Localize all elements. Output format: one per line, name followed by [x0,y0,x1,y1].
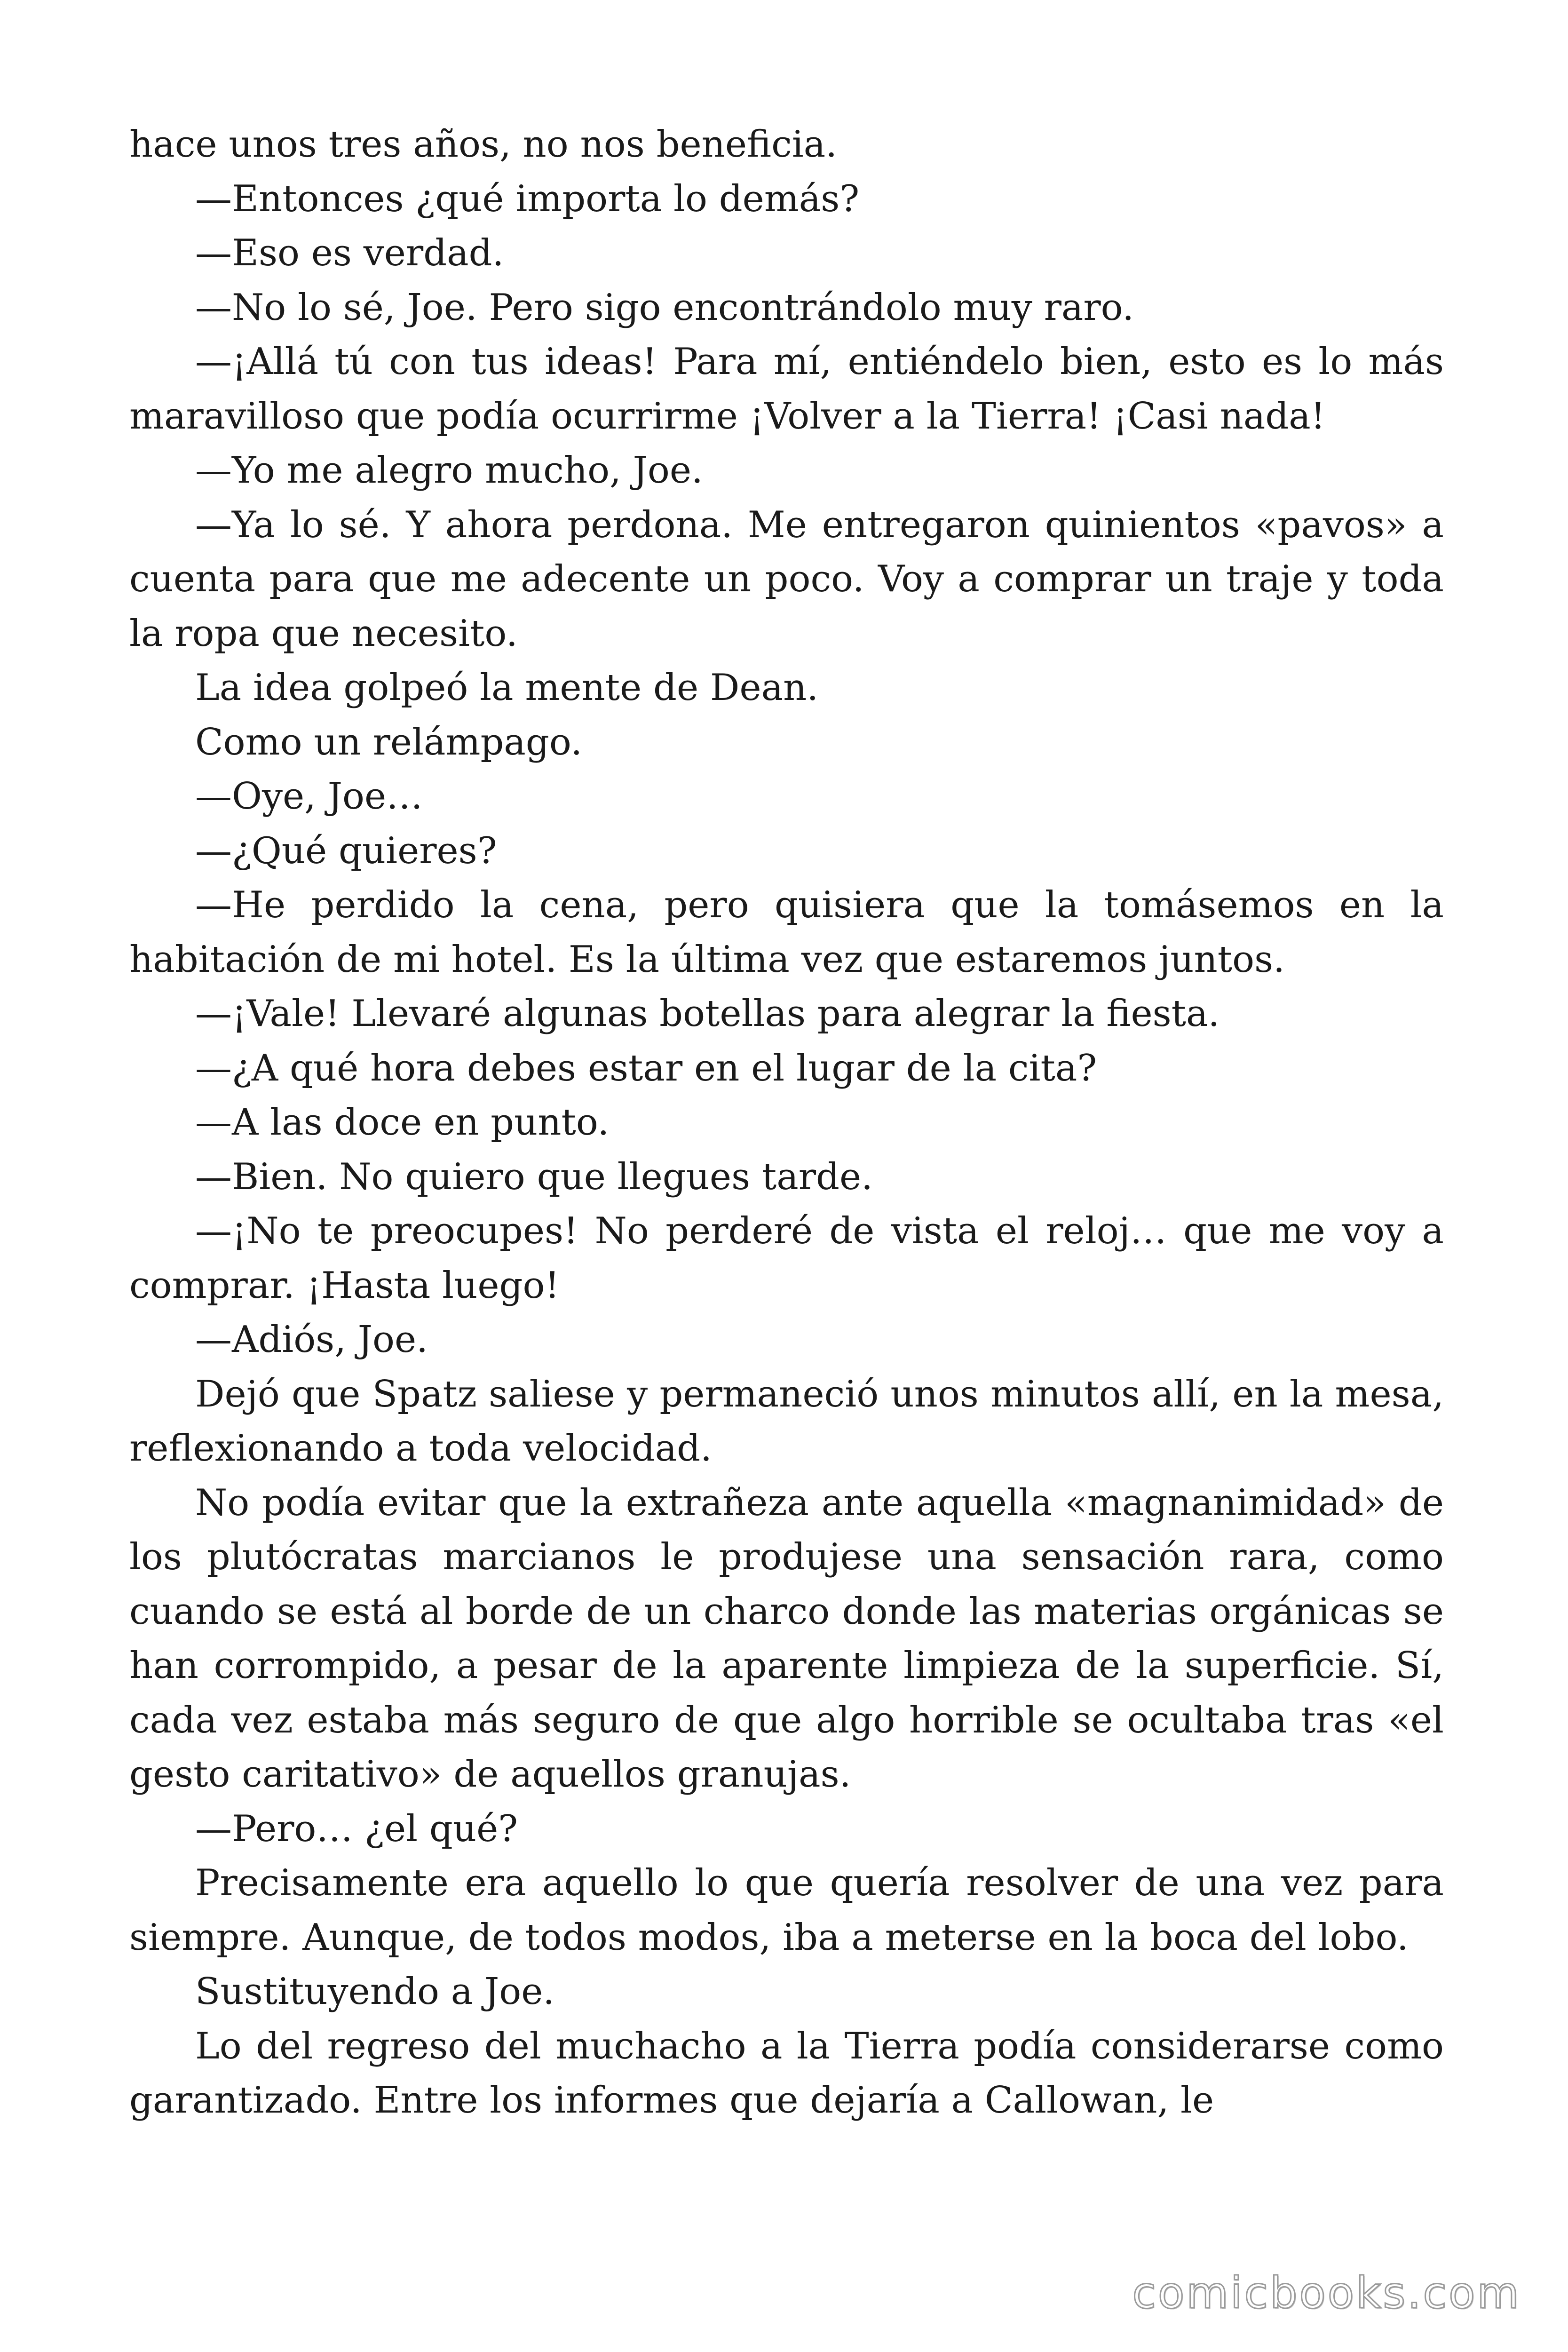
paragraph: —A las doce en punto. [195,1101,610,1144]
paragraph: —Oye, Joe… [195,775,423,818]
paragraph: —¡Vale! Llevaré algunas botellas para alegrar la fiesta. [195,993,1220,1035]
paragraph: Dejó que Spatz saliese y permaneció unos minutos allí, en la mesa, reflexionando a toda velocidad. [129,1373,1444,1470]
paragraph: —¡No te preocupes! No perderé de vista el reloj… que me voy a comprar. ¡Hasta luego! [129,1210,1444,1307]
paragraph: —Pero… ¿el qué? [195,1807,518,1850]
paragraph: La idea golpeó la mente de Dean. [195,667,819,709]
paragraph: —No lo sé, Joe. Pero sigo encontrándolo muy raro. [195,286,1134,329]
paragraph: Lo del regreso del muchacho a la Tierra podía considerarse como garantizado. Entre los informes que dejaría a Callowan, le [129,2025,1444,2122]
paragraph: —¿Qué quieres? [195,829,497,872]
paragraph: Sustituyendo a Joe. [195,1971,555,2013]
paragraph: —Entonces ¿qué importa lo demás? [195,177,860,220]
paragraph: —He perdido la cena, pero quisiera que la tomásemos en la habitación de mi hotel. Es la última vez que estaremos juntos. [129,884,1444,981]
paragraph: hace unos tres años, no nos beneficia. [129,123,838,166]
paragraph: —¡Allá tú con tus ideas! Para mí, entiéndelo bien, esto es lo más maravilloso que podía ocurrirme ¡Volver a la Tierra! ¡Casi nada! [129,341,1444,437]
paragraph: No podía evitar que la extrañeza ante aquella «magnanimidad» de los plutócratas marcianos le produjese una sensación rara, como cuando se está al borde de un charco donde las materias orgánicas se han corrompido, a pesar de la aparente limpieza de la superficie. Sí, cada vez estaba más seguro de que algo horrible se ocultaba tras «el gesto caritativo» de aquellos granujas. [129,1481,1444,1796]
paragraph: Como un relámpago. [195,721,583,763]
paragraph: —Eso es verdad. [195,232,504,274]
paragraph: —Yo me alegro mucho, Joe. [195,449,703,492]
paragraph: —Ya lo sé. Y ahora perdona. Me entregaron quinientos «pavos» a cuenta para que me adecente un poco. Voy a comprar un traje y toda la ropa que necesito. [129,503,1444,655]
paragraph: —¿A qué hora debes estar en el lugar de la cita? [195,1047,1097,1089]
paragraph: —Adiós, Joe. [195,1319,428,1361]
watermark-logo: comicbooks.com [1132,2268,1521,2318]
paragraph: Precisamente era aquello lo que quería resolver de una vez para siempre. Aunque, de todos modos, iba a meterse en la boca del lobo. [129,1862,1444,1959]
paragraph: —Bien. No quiero que llegues tarde. [195,1155,873,1198]
page-body [129,118,1444,2128]
